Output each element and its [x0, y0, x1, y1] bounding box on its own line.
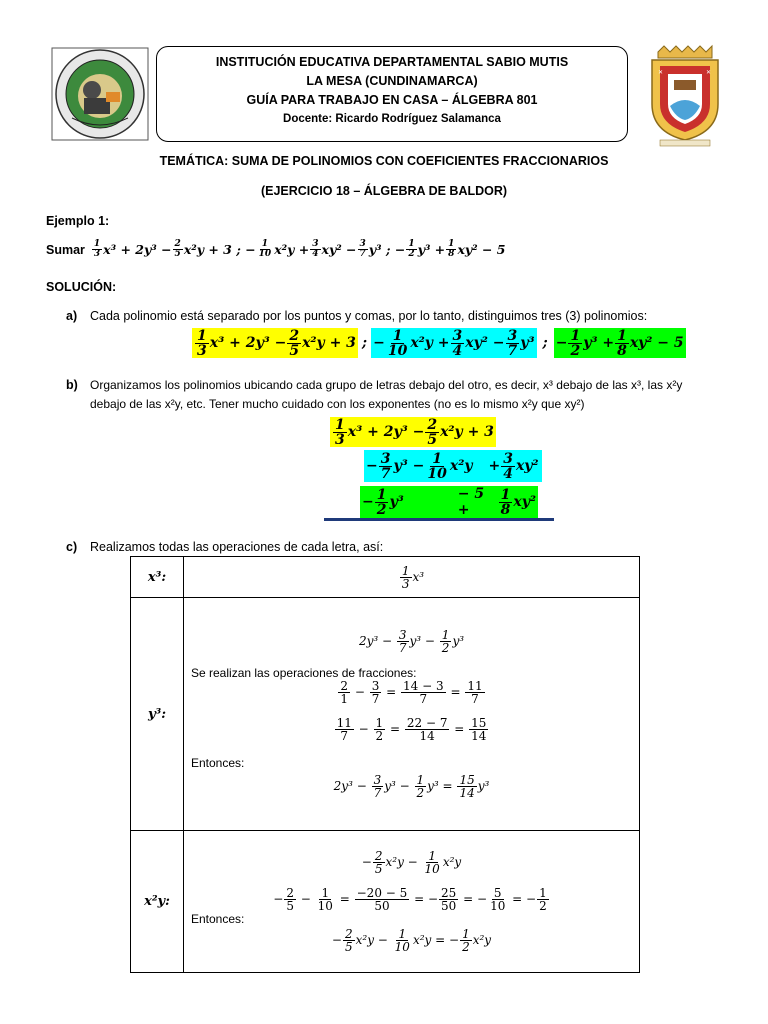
aligned-polynomial-3: − $\frac{1}{2}$ y³ − 5 + $\frac{1}{8}$ xy² [362, 486, 536, 518]
solution-label: SOLUCIÓN: [46, 280, 117, 294]
step-b-label: b) [66, 378, 78, 392]
topic-title: TEMÁTICA: SUMA DE POLINOMIOS CON COEFICIENTES FRACCIONARIOS [159, 154, 609, 168]
example-label: Ejemplo 1: [46, 214, 110, 228]
exercise-subtitle: (EJERCICIO 18 – ÁLGEBRA DE BALDOR) [260, 184, 508, 198]
teacher-name: Docente: Ricardo Rodríguez Salamanca [283, 113, 501, 125]
guide-title: GUÍA PARA TRABAJO EN CASA – ÁLGEBRA 801 [246, 93, 538, 107]
problem-statement [46, 240, 506, 259]
school-logo [50, 46, 150, 142]
row-label-y3: y³: [131, 598, 184, 831]
problem-expression: $\frac{1}{3}$ x³ + 2y³ − $\frac{2}{5}$ x²y + 3 ; − $\frac{1}{10}$ x²y + $\frac{3}{4}$ xy² − $\frac{3}{7}$ y³ ; − $\frac{1}{2}$ y³ + $\frac{1}{8}$ xy² − 5 [93, 239, 506, 259]
x2y-step-1: − $\frac{2}{5}$ − $\frac{1}{10}$ = $\frac{-20 - 5}{50}$ = − $\frac{25}{50}$ = − $\frac{5}{10}$ = − $\frac{1}{2}$ [273, 886, 547, 913]
x2y-then-label: Entonces: [191, 912, 245, 926]
sum-line [324, 518, 554, 521]
polynomial-2: − $\frac{1}{10}$ x²y + $\frac{3}{4}$ xy² − $\frac{3}{7}$ y³ [373, 327, 535, 359]
fraction-ops-note: Se realizan las operaciones de fracciones: [191, 666, 417, 680]
table-row-y3 [131, 598, 640, 831]
three-polynomials: $\frac{1}{3}$ x³ + 2y³ − $\frac{2}{5}$ x²y + 3 ; − $\frac{1}{10}$ x²y + $\frac{3}{4}$ xy² − $\frac{3}{7}$ y³ ; − $\frac{1}{2}$ y³ + $\frac{1}{8}$ xy² − 5 [192, 328, 686, 358]
y3-work [184, 598, 640, 831]
institution-name: INSTITUCIÓN EDUCATIVA DEPARTAMENTAL SABIO MUTIS [215, 55, 569, 69]
row-label-x2y: x²y: [131, 831, 184, 973]
x2y-expression: − $\frac{2}{5}$ x²y − $\frac{1}{10}$ x²y [361, 849, 462, 876]
aligned-polynomial-2: − $\frac{3}{7}$ y³ − $\frac{1}{10}$ x²y + $\frac{3}{4}$ xy² [364, 450, 542, 482]
svg-text:✕: ✕ [706, 69, 712, 76]
y3-step-2: $\frac{11}{7}$ − $\frac{1}{2}$ = $\frac{22 - 7}{14}$ = $\frac{15}{14}$ [336, 716, 487, 743]
y3-result: 2y³ − $\frac{3}{7}$ y³ − $\frac{1}{2}$ y³ = $\frac{15}{14}$ y³ [333, 773, 490, 800]
step-b-text-2: debajo de las x²y, etc. Tener mucho cuidado con los exponentes (no es lo mismo x²y que xy²) [90, 397, 585, 411]
location: LA MESA (CUNDINAMARCA) [306, 74, 478, 88]
step-a-label: a) [66, 309, 78, 323]
sum-label: Sumar [46, 242, 85, 257]
x2y-work [184, 831, 640, 973]
y3-expression: 2y³ − $\frac{3}{7}$ y³ − $\frac{1}{2}$ y³ [358, 628, 465, 655]
step-a-text: Cada polinomio está separado por los puntos y comas, por lo tanto, distinguimos tres (3) polinomios: [90, 309, 648, 323]
y3-then-label: Entonces: [191, 756, 245, 770]
polynomial-3: − $\frac{1}{2}$ y³ + $\frac{1}{8}$ xy² − 5 [555, 327, 684, 359]
table-row-x2y [131, 831, 640, 973]
y3-step-1: $\frac{2}{1}$ − $\frac{3}{7}$ = $\frac{14 - 3}{7}$ = $\frac{11}{7}$ [340, 679, 483, 706]
x2y-result: − $\frac{2}{5}$ x²y − $\frac{1}{10}$ x²y = − $\frac{1}{2}$ x²y [331, 927, 492, 954]
svg-text:✕: ✕ [658, 69, 664, 76]
step-c-text: Realizamos todas las operaciones de cada letra, así: [90, 540, 384, 554]
x3-result: $\frac{1}{3}$ x³ [184, 557, 640, 598]
table-row-x3 [131, 557, 640, 598]
step-b-text-1: Organizamos los polinomios ubicando cada grupo de letras debajo del otro, es decir, x³ debajo de las x³, las x²y [90, 378, 683, 392]
step-c-label: c) [66, 540, 78, 554]
aligned-polynomial-1: $\frac{1}{3}$ x³ + 2y³ − $\frac{2}{5}$ x²y + 3 [330, 417, 496, 447]
row-label-x3: x³: [131, 557, 184, 598]
polynomial-1: $\frac{1}{3}$ x³ + 2y³ − $\frac{2}{5}$ x²y + 3 [192, 328, 358, 358]
coat-of-arms [644, 44, 726, 148]
operations-table [130, 556, 640, 973]
header-box [156, 46, 628, 142]
